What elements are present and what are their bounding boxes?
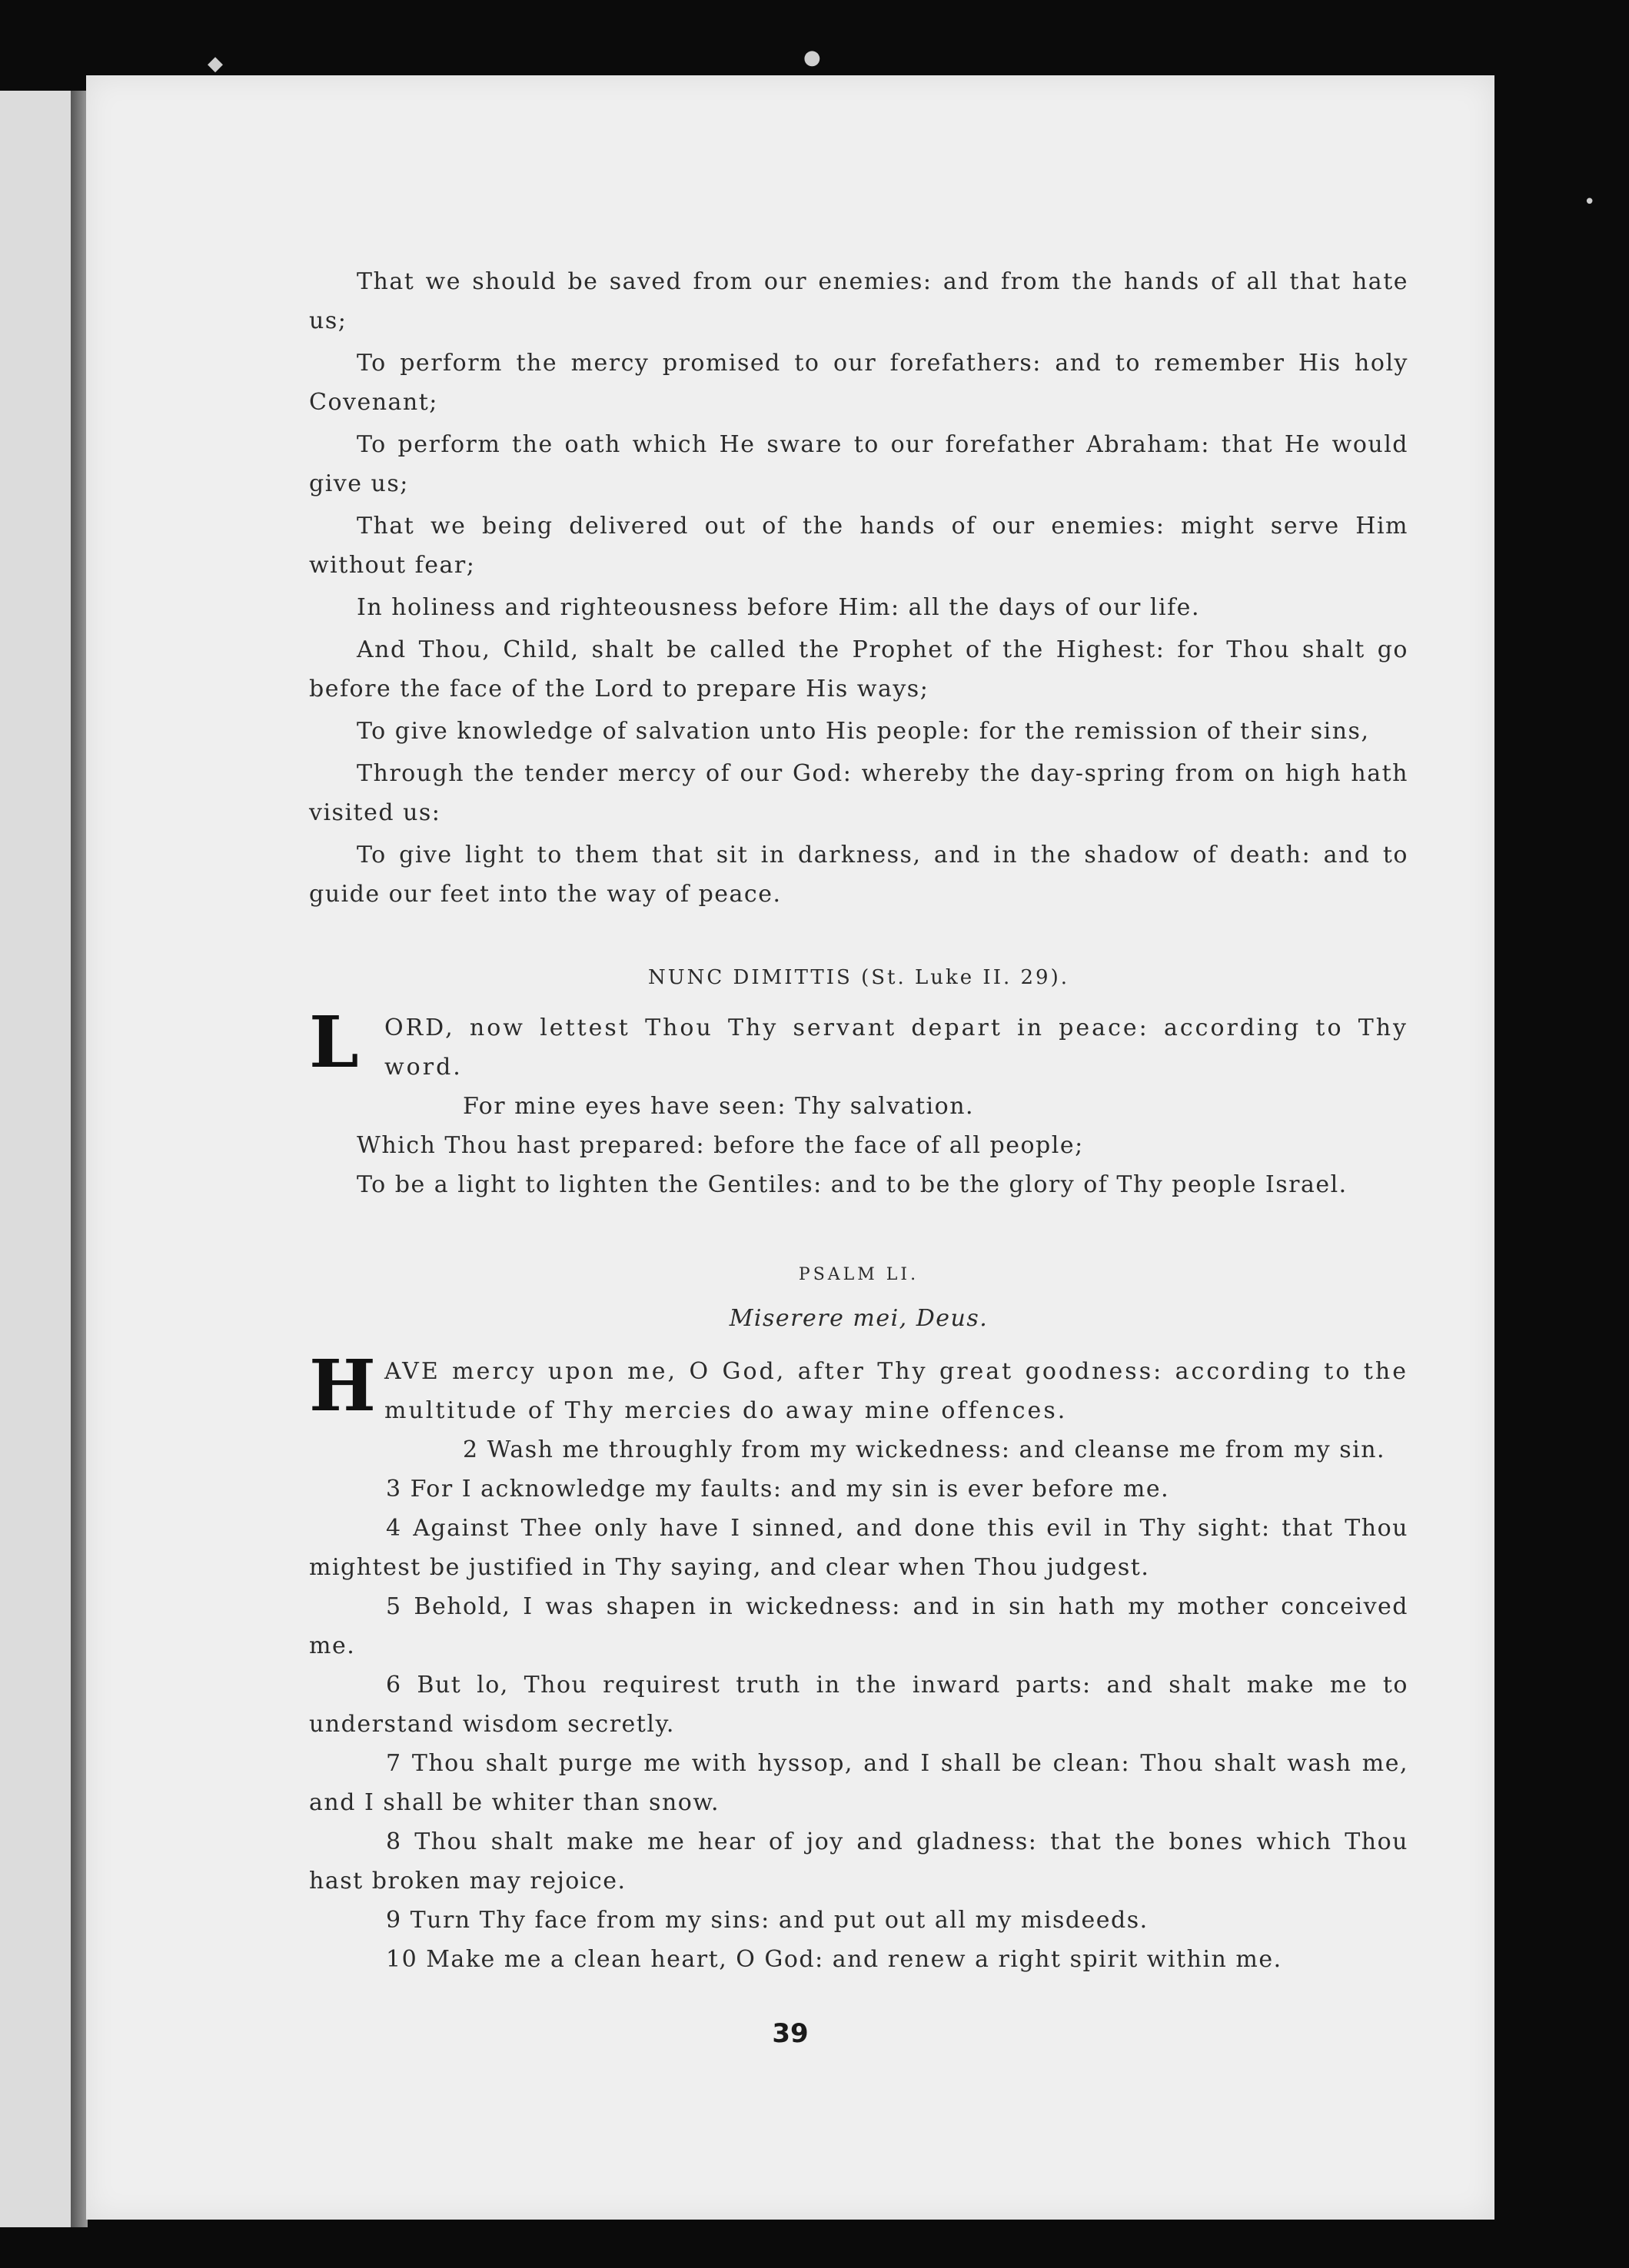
psalm-verse: 4 Against Thee only have I sinned, and done this evil in Thy sight: that Thou mightest be justified in Thy saying, and clear when Thou judgest.: [309, 1515, 1408, 1581]
psalm-verse: 3 For I acknowledge my faults: and my sin is ever before me.: [386, 1476, 1170, 1503]
psalm-verse: 7 Thou shalt purge me with hyssop, and I shall be clean: Thou shalt wash me, and I shall be whiter than snow.: [309, 1750, 1408, 1816]
psalm-subheading: Miserere mei, Deus.: [729, 1305, 989, 1332]
nunc-dimittis-heading: NUNC DIMITTIS (St. Luke II. 29).: [647, 966, 1069, 989]
nunc-first-verse: [309, 1001, 1408, 1087]
psalm-verse: 5 Behold, I was shapen in wickedness: and in sin hath my mother conceived me.: [309, 1593, 1408, 1659]
nunc-verse: To be a light to lighten the Gentiles: and to be the glory of Thy people Israel.: [357, 1171, 1348, 1198]
nunc-verse: Which Thou hast prepared: before the face of all people;: [357, 1132, 1084, 1159]
psalm-verse: 9 Turn Thy face from my sins: and put out all my misdeeds.: [386, 1907, 1149, 1934]
psalm-verse: 8 Thou shalt make me hear of joy and gladness: that the bones which Thou hast broken may rejoice.: [309, 1828, 1408, 1894]
psalm-first-verse-text: AVE mercy upon me, O God, after Thy great goodness: according to the multitude of Thy mercies do away mine offences.: [384, 1358, 1408, 1424]
nunc-first-verse-text: ORD, now lettest Thou Thy servant depart in peace: according to Thy word.: [384, 1014, 1408, 1081]
book-page: [86, 75, 1494, 2220]
drop-cap: H: [309, 1344, 377, 1427]
canticle-verse: And Thou, Child, shalt be called the Prophet of the Highest: for Thou shalt go before the face of the Lord to prepare His ways;: [309, 636, 1408, 702]
page-number: 39: [772, 2018, 809, 2049]
canticle-verse: To give knowledge of salvation unto His people: for the remission of their sins,: [357, 718, 1370, 745]
canticle-verse: In holiness and righteousness before Him: all the days of our life.: [357, 594, 1200, 621]
canticle-verse: That we should be saved from our enemies: and from the hands of all that hate us;: [309, 268, 1408, 334]
psalm-verse: 6 But lo, Thou requirest truth in the inward parts: and shalt make me to understand wisdom secretly.: [309, 1672, 1408, 1738]
page-gutter-shadow: [71, 91, 88, 2227]
canticle-verse: To perform the mercy promised to our forefathers: and to remember His holy Covenant;: [309, 350, 1408, 416]
adjacent-page-edge: [0, 91, 72, 2227]
scan-speck: •: [1584, 191, 1596, 214]
psalm-heading: PSALM LI.: [798, 1265, 919, 1284]
psalm-verse: 2 Wash me throughly from my wickedness: and cleanse me from my sin.: [463, 1436, 1386, 1463]
canticle-verse: To give light to them that sit in darkness, and in the shadow of death: and to guide our feet into the way of peace.: [309, 842, 1408, 908]
psalm-first-verse: [309, 1344, 1408, 1430]
canticle-verse: To perform the oath which He sware to our forefather Abraham: that He would give us;: [309, 431, 1408, 497]
scan-speck: ●: [803, 46, 821, 69]
scan-speck: ◆: [208, 52, 223, 75]
psalm-verse: 10 Make me a clean heart, O God: and renew a right spirit within me.: [386, 1946, 1282, 1973]
nunc-verse: For mine eyes have seen: Thy salvation.: [463, 1093, 975, 1120]
canticle-verse: That we being delivered out of the hands of our enemies: might serve Him without fear;: [309, 513, 1408, 579]
page-text: [309, 262, 1408, 1979]
canticle-verse: Through the tender mercy of our God: whereby the day-spring from on high hath visited us:: [309, 760, 1408, 826]
drop-cap: L: [309, 1001, 361, 1084]
